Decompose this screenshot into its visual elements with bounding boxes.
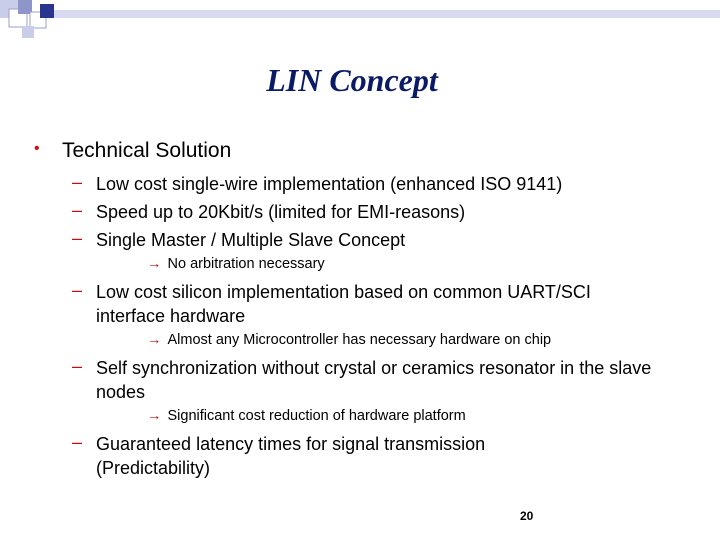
sub-item: → Almost any Microcontroller has necessary hardware on chip [147,332,552,348]
dash-icon: – [72,200,83,220]
dash-icon: – [72,172,83,192]
page-number: 20 [520,509,534,523]
slide-title: LIN Concept [266,62,438,98]
sub-item: → Significant cost reduction of hardware platform [147,408,466,424]
arrow-icon: → [147,408,162,424]
dash-icon: – [72,280,83,300]
header-decoration [0,0,720,60]
sub-item: → No arbitration necessary [147,256,325,272]
bullet-level1-text: Technical Solution [62,139,232,162]
dash-icon: – [72,432,83,452]
dash-icon: – [72,356,83,376]
dash-icon: – [72,228,83,248]
arrow-icon: → [147,332,162,348]
bullet-icon: • [34,140,40,157]
arrow-icon: → [147,256,162,272]
